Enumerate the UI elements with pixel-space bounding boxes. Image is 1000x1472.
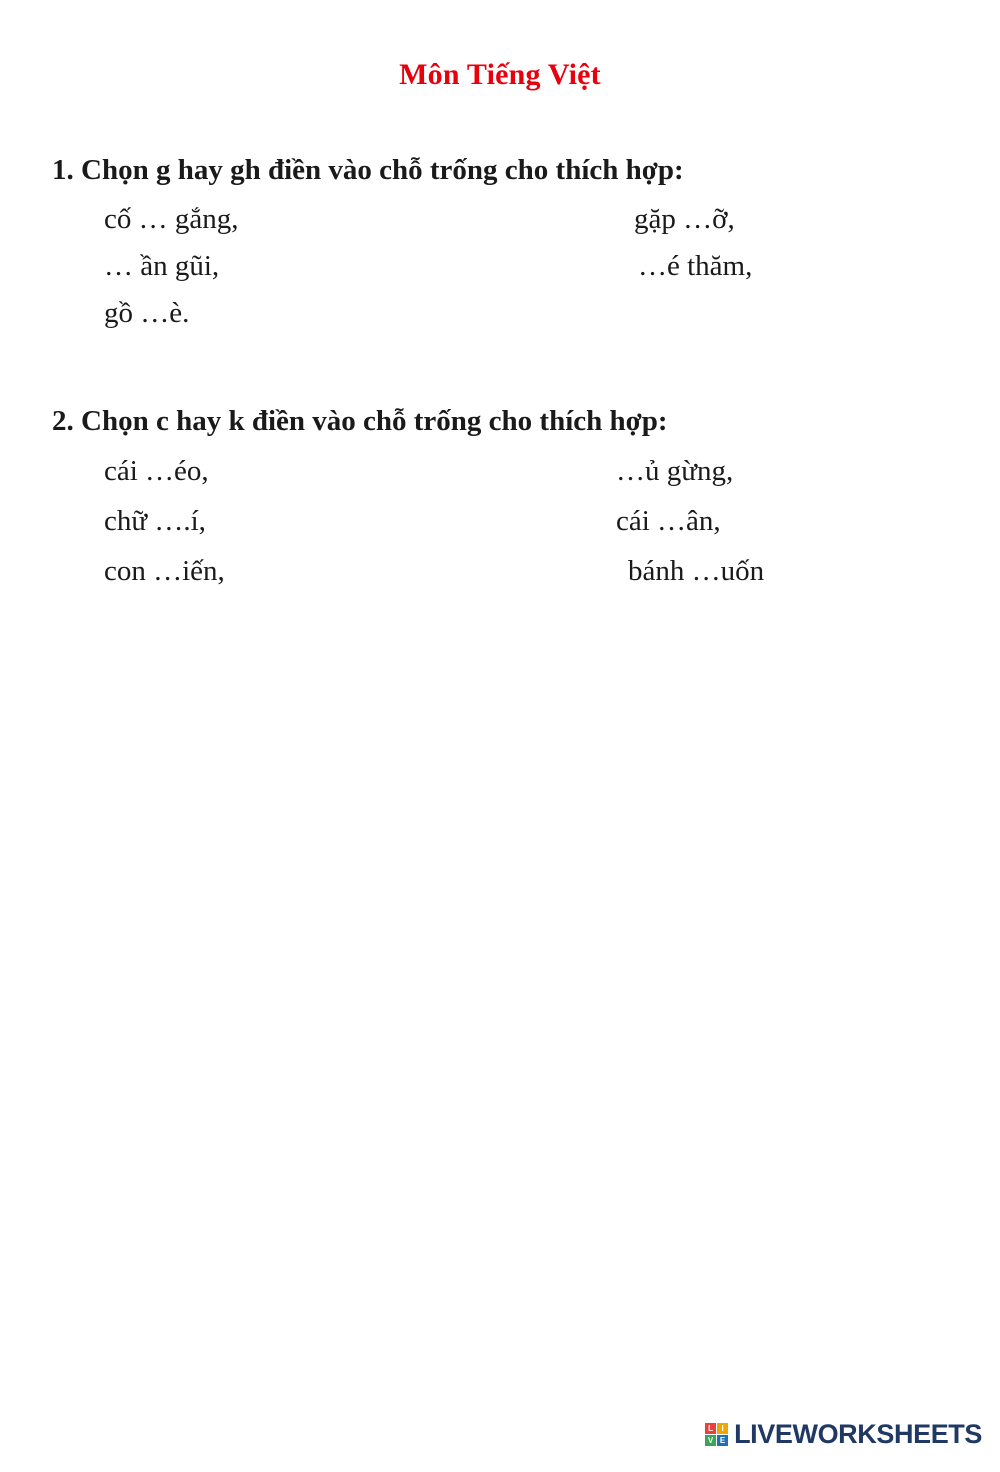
page-title: Môn Tiếng Việt xyxy=(399,58,601,91)
exercise-2-item-2[interactable]: …ủ gừng, xyxy=(616,455,734,488)
liveworksheets-logo-icon xyxy=(705,1423,728,1446)
liveworksheets-logo[interactable] xyxy=(705,1419,982,1450)
logo-letter-i: I xyxy=(717,1423,728,1434)
exercise-2 xyxy=(0,403,1000,597)
exercise-2-rows xyxy=(52,447,1000,597)
exercise-1-item-4[interactable]: …é thăm, xyxy=(638,250,753,283)
exercise-2-item-5[interactable]: con …iến, xyxy=(104,555,225,588)
exercise-1-item-5[interactable]: gồ …è. xyxy=(104,297,190,330)
exercise-1 xyxy=(0,152,1000,337)
exercise-2-item-1[interactable]: cái …éo, xyxy=(104,455,209,488)
exercise-2-item-3[interactable]: chữ ….í, xyxy=(104,505,206,538)
exercise-2-row xyxy=(104,447,1000,497)
logo-letter-v: V xyxy=(705,1435,716,1446)
logo-letter-l: L xyxy=(705,1423,716,1434)
exercise-2-row xyxy=(104,547,1000,597)
exercise-1-heading: 1. Chọn g hay gh điền vào chỗ trống cho thích hợp: xyxy=(52,154,684,186)
exercise-2-row xyxy=(104,497,1000,547)
exercise-1-item-1[interactable]: cố … gắng, xyxy=(104,203,239,236)
exercise-1-row xyxy=(104,290,1000,337)
exercise-2-item-6[interactable]: bánh …uốn xyxy=(628,555,765,588)
exercise-1-rows xyxy=(52,196,1000,337)
worksheet-page xyxy=(0,58,1000,1472)
exercise-1-item-3[interactable]: … ần gũi, xyxy=(104,250,220,283)
exercise-1-row xyxy=(104,243,1000,290)
logo-letter-e: E xyxy=(717,1435,728,1446)
exercise-2-item-4[interactable]: cái …ân, xyxy=(616,505,721,538)
liveworksheets-logo-text: LIVEWORKSHEETS xyxy=(734,1419,982,1449)
exercise-1-item-2[interactable]: gặp …ỡ, xyxy=(634,203,735,236)
exercise-1-row xyxy=(104,196,1000,243)
exercise-2-heading: 2. Chọn c hay k điền vào chỗ trống cho thích hợp: xyxy=(52,405,668,438)
